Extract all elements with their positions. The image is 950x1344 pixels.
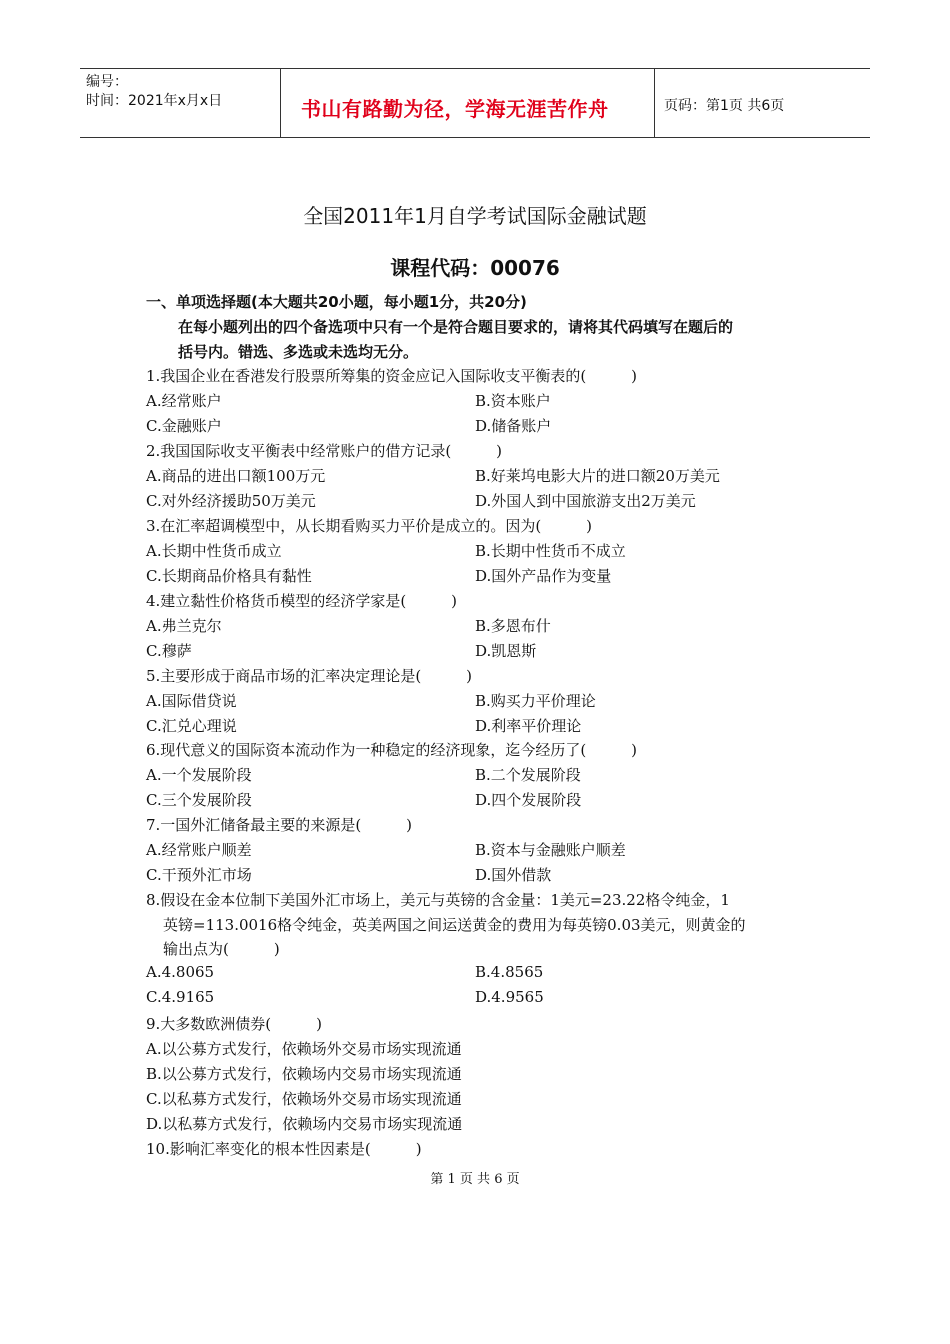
question-5-option-d: D.利率平价理论 [475,717,582,735]
header-page-label: 页码：第1页 共6页 [664,98,785,114]
question-4-option-b: B.多恩布什 [475,617,551,635]
header-page-cell [655,69,870,137]
question-7-stem: 7.一国外汇储备最主要的来源是( ) [146,816,413,834]
question-9-stem: 9.大多数欧洲债券( ) [146,1015,323,1033]
header-motto-cell [281,69,655,137]
question-5-option-a: A.国际借贷说 [146,692,237,710]
question-1-option-c: C.金融账户 [146,417,222,435]
question-9-option-b: B.以公募方式发行，依赖场内交易市场实现流通 [146,1065,462,1083]
question-1-option-d: D.储备账户 [475,417,552,435]
question-7-option-b: B.资本与金融账户顺差 [475,841,626,859]
question-3-option-c: C.长期商品价格具有黏性 [146,567,312,585]
question-6-option-b: B.二个发展阶段 [475,766,581,784]
question-6-option-d: D.四个发展阶段 [475,791,582,809]
question-2-option-d: D.外国人到中国旅游支出2万美元 [475,492,696,510]
question-5-option-c: C.汇兑心理说 [146,717,237,735]
question-7-option-a: A.经常账户顺差 [146,841,252,859]
question-3-option-d: D.国外产品作为变量 [475,567,612,585]
question-8-option-c: C.4.9165 [146,988,215,1006]
question-6-option-c: C.三个发展阶段 [146,791,252,809]
question-7-option-c: C.干预外汇市场 [146,866,252,884]
question-2-stem: 2.我国国际收支平衡表中经常账户的借方记录( ) [146,442,503,460]
question-5-option-b: B.购买力平价理论 [475,692,596,710]
question-2-option-b: B.好莱坞电影大片的进口额20万美元 [475,467,720,485]
document-number-label: 编号： [86,74,128,90]
question-4-option-d: D.凯恩斯 [475,642,537,660]
header-motto: 书山有路勤为径，学海无涯苦作舟 [301,97,609,121]
question-1-option-b: B.资本账户 [475,392,551,410]
document-date-label: 时间：2021年x月x日 [86,93,223,109]
question-5-stem: 5.主要形成于商品市场的汇率决定理论是( ) [146,667,473,685]
question-7-option-d: D.国外借款 [475,866,552,884]
question-8-stem-line-3: 输出点为( ) [163,940,280,958]
question-1-stem: 1.我国企业在香港发行股票所筹集的资金应记入国际收支平衡表的( ) [146,367,638,385]
question-8-option-d: D.4.9565 [475,988,544,1006]
course-code: 课程代码：00076 [390,256,560,280]
question-2-option-a: A.商品的进出口额100万元 [146,467,326,485]
question-9-option-a: A.以公募方式发行，依赖场外交易市场实现流通 [146,1040,462,1058]
question-2-option-c: C.对外经济援助50万美元 [146,492,316,510]
page-footer: 第 1 页 共 6 页 [430,1172,520,1187]
question-8-option-a: A.4.8065 [146,963,215,981]
question-3-option-a: A.长期中性货币成立 [146,542,282,560]
exam-title: 全国2011年1月自学考试国际金融试题 [303,204,647,228]
header-left-cell [80,69,281,137]
question-8-stem-line-2: 英镑=113.0016格令纯金，英美两国之间运送黄金的费用为每英镑0.03美元，则黄金的 [163,916,746,934]
section-heading: 一、单项选择题(本大题共20小题，每小题1分，共20分) [146,293,527,311]
instruction-line-1: 在每小题列出的四个备选项中只有一个是符合题目要求的，请将其代码填写在题后的 [178,318,734,336]
question-3-stem: 3.在汇率超调模型中，从长期看购买力平价是成立的。因为( ) [146,517,593,535]
question-8-option-b: B.4.8565 [475,963,544,981]
question-10-stem: 10.影响汇率变化的根本性因素是( ) [146,1140,422,1158]
question-3-option-b: B.长期中性货币不成立 [475,542,626,560]
question-4-stem: 4.建立黏性价格货币模型的经济学家是( ) [146,592,458,610]
question-6-option-a: A.一个发展阶段 [146,766,252,784]
instruction-line-2: 括号内。错选、多选或未选均无分。 [178,343,419,361]
question-4-option-a: A.弗兰克尔 [146,617,222,635]
question-4-option-c: C.穆萨 [146,642,192,660]
question-9-option-d: D.以私募方式发行，依赖场内交易市场实现流通 [146,1115,463,1133]
question-6-stem: 6.现代意义的国际资本流动作为一种稳定的经济现象，迄今经历了( ) [146,741,638,759]
question-9-option-c: C.以私募方式发行，依赖场外交易市场实现流通 [146,1090,462,1108]
question-1-option-a: A.经常账户 [146,392,222,410]
page-header [80,68,870,138]
question-8-stem-line-1: 8.假设在金本位制下美国外汇市场上，美元与英镑的含金量：1美元=23.22格令纯金，1 [146,891,730,909]
